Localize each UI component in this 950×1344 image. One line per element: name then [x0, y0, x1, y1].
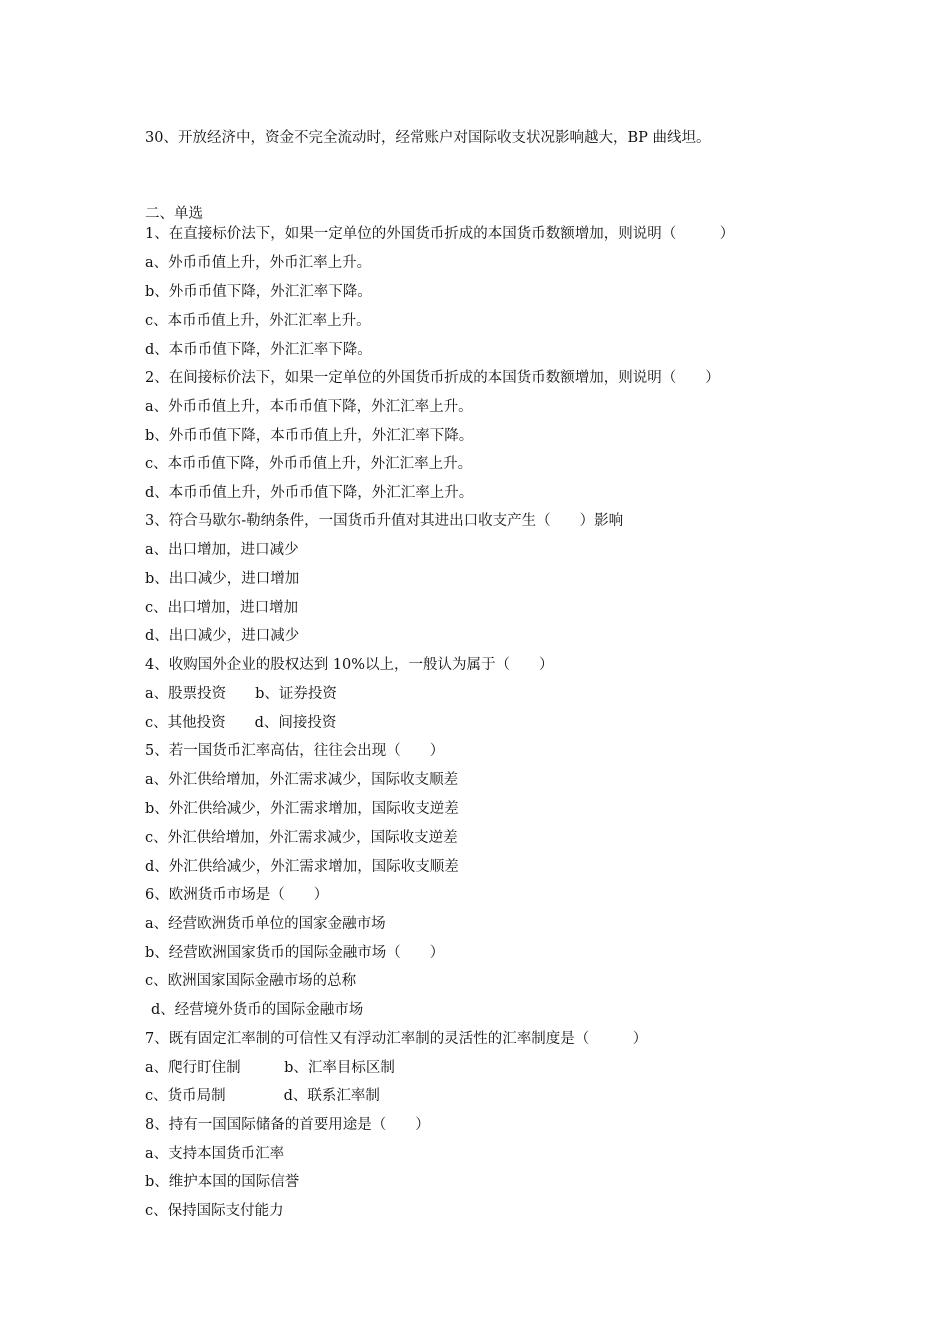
question-5: 5、若一国货币汇率高估，往往会出现（ ） [145, 743, 445, 759]
option-line: d、本币币值下降，外汇汇率下降。 [145, 342, 372, 358]
option-line: c、货币局制 d、联系汇率制 [145, 1088, 380, 1104]
option-line: a、外汇供给增加，外汇需求减少，国际收支顺差 [145, 772, 459, 788]
question-1: 1、在直接标价法下，如果一定单位的外国货币折成的本国货币数额增加，则说明（ ） [145, 226, 735, 242]
option-line: c、欧洲国家国际金融市场的总称 [145, 973, 357, 989]
question-3: 3、符合马歇尔-勒纳条件，一国货币升值对其进出口收支产生（ ）影响 [145, 513, 624, 529]
question-30-statement: 30、开放经济中，资金不完全流动时，经常账户对国际收支状况影响越大，BP 曲线坦。 [145, 130, 711, 146]
question-8: 8、持有一国国际储备的首要用途是（ ） [145, 1117, 430, 1133]
option-line: b、外币币值下降，本币币值上升，外汇汇率下降。 [145, 428, 474, 444]
question-6: 6、欧洲货币市场是（ ） [145, 887, 329, 903]
option-line: d、本币币值上升，外币币值下降，外汇汇率上升。 [145, 485, 474, 501]
option-line: a、外币币值上升，本币币值下降，外汇汇率上升。 [145, 399, 473, 415]
option-line: c、本币币值上升，外汇汇率上升。 [145, 313, 371, 329]
option-line: a、股票投资 b、证券投资 [145, 686, 337, 702]
option-line: b、维护本国的国际信誉 [145, 1174, 300, 1190]
question-2: 2、在间接标价法下，如果一定单位的外国货币折成的本国货币数额增加，则说明（ ） [145, 370, 720, 386]
question-4: 4、收购国外企业的股权达到 10%以上，一般认为属于（ ） [145, 657, 554, 673]
option-line: b、外汇供给减少，外汇需求增加，国际收支逆差 [145, 801, 459, 817]
option-line: a、支持本国货币汇率 [145, 1146, 285, 1162]
option-line: a、经营欧洲货币单位的国家金融市场 [145, 916, 386, 932]
option-line: c、其他投资 d、间接投资 [145, 715, 337, 731]
option-line: b、经营欧洲国家货币的国际金融市场（ ） [145, 945, 445, 961]
option-line: c、外汇供给增加，外汇需求减少，国际收支逆差 [145, 830, 458, 846]
option-line: b、出口减少，进口增加 [145, 571, 300, 587]
option-line: a、外币币值上升，外币汇率上升。 [145, 255, 372, 271]
option-line: c、本币币值下降，外币币值上升，外汇汇率上升。 [145, 456, 473, 472]
option-line: c、保持国际支付能力 [145, 1203, 284, 1219]
option-line: d、外汇供给减少，外汇需求增加，国际收支顺差 [145, 859, 459, 875]
option-line: a、爬行盯住制 b、汇率目标区制 [145, 1060, 395, 1076]
section-heading: 二、单选 [145, 206, 203, 222]
option-line: b、外币币值下降，外汇汇率下降。 [145, 284, 372, 300]
option-line: a、出口增加，进口减少 [145, 542, 299, 558]
option-line: d、经营境外货币的国际金融市场 [151, 1002, 364, 1018]
question-7: 7、既有固定汇率制的可信性又有浮动汇率制的灵活性的汇率制度是（ ） [145, 1031, 648, 1047]
option-line: c、出口增加，进口增加 [145, 600, 299, 616]
option-line: d、出口减少，进口减少 [145, 628, 300, 644]
